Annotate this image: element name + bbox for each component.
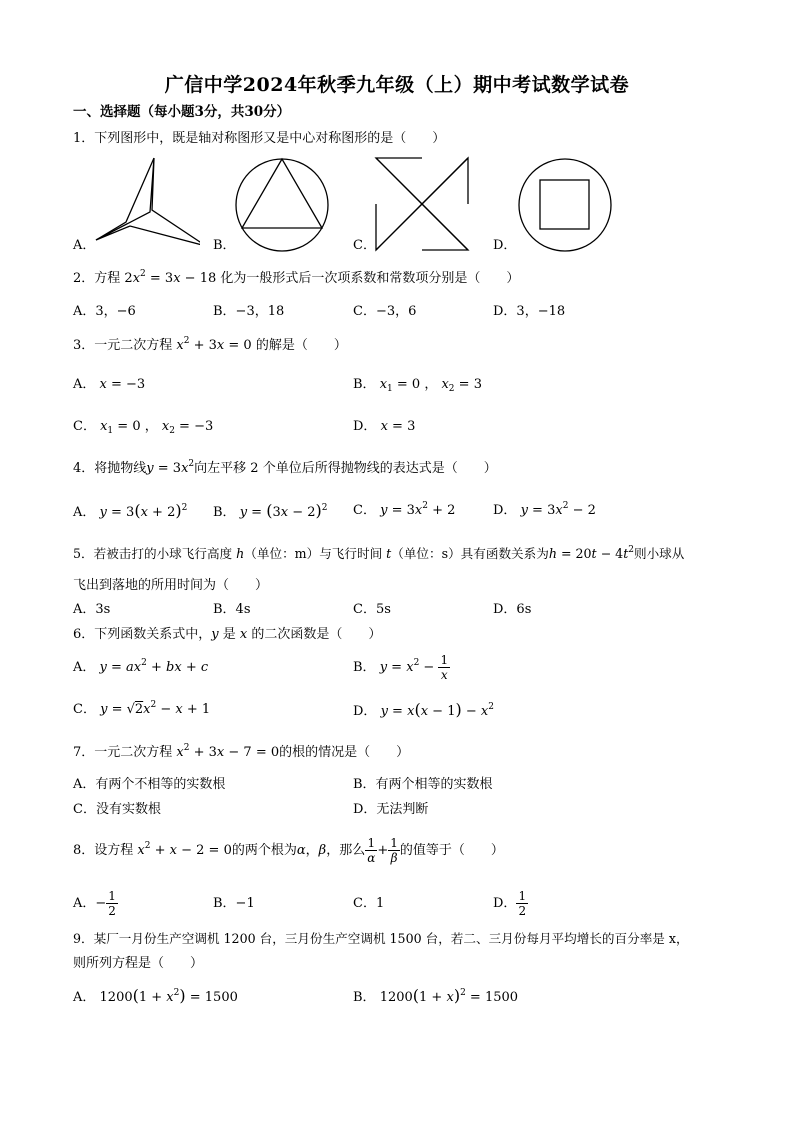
figure-c-pinwheel bbox=[374, 156, 470, 252]
q4-option-d-label: D． bbox=[493, 503, 517, 518]
q3-option-a[interactable]: A． x = −3 bbox=[73, 377, 146, 392]
q8-option-b[interactable]: B．−1 bbox=[213, 896, 255, 911]
q5-option-d[interactable]: D．6s bbox=[493, 602, 532, 617]
figure-a-tri-blade bbox=[90, 156, 200, 251]
q8-text-a: 8．设方程 bbox=[73, 843, 138, 858]
q9-stem-line2: 则所列方程是（ ） bbox=[73, 956, 204, 971]
q8-option-a-label: A． bbox=[73, 896, 96, 911]
q2-equation: $2x^2 = 3x - 18$ bbox=[124, 269, 221, 286]
q9-option-b-label: B． bbox=[353, 990, 376, 1005]
q6-b-fraction: $\frac{1}{x}$ bbox=[440, 653, 449, 682]
q7-equation: $x^2 + 3x - 7 = 0$ bbox=[176, 743, 280, 760]
q2-option-b[interactable]: B．−3，18 bbox=[213, 304, 285, 319]
figure-b-triangle-in-circle bbox=[232, 155, 332, 255]
q3-stem-text-b: 的解是（ ） bbox=[255, 338, 347, 353]
figure-d-square-in-circle bbox=[515, 155, 615, 255]
q7-stem bbox=[73, 745, 409, 761]
q9-option-a[interactable]: A． $1200(1 + x^2) = 1500$ bbox=[73, 986, 238, 1005]
q3-option-d[interactable]: D． x = 3 bbox=[353, 419, 416, 434]
q6-option-b[interactable]: B． $y = x^2$ − $\frac{1}{x}$ bbox=[353, 653, 449, 682]
q8-text-d: 的值等于（ ） bbox=[399, 843, 504, 858]
q4-stem-text-a: 4．将抛物线 bbox=[73, 461, 147, 476]
q1-option-a[interactable]: A． bbox=[73, 238, 96, 253]
q6-option-c-label: C． bbox=[73, 702, 96, 717]
q8-fraction-beta: $\frac{1}{\beta}$ bbox=[390, 836, 398, 865]
q5-stem-line2: 飞出到落地的所用时间为（ ） bbox=[73, 578, 269, 593]
q8-fraction-alpha: $\frac{1}{\alpha}$ bbox=[367, 836, 376, 865]
q3-option-c[interactable]: C． $x_1 = 0$ ， $x_2 = -3$ bbox=[73, 419, 214, 436]
q9-stem-line1: 9．某厂一月份生产空调机 1200 台，三月份生产空调机 1500 台，若二、三月份每月平均增长的百分率是 x， bbox=[73, 931, 689, 946]
q5-option-a[interactable]: A．3s bbox=[73, 602, 111, 617]
q4-stem-text-b: 向左平移 2 个单位后所得抛物线的表达式是（ ） bbox=[194, 461, 497, 476]
q5-equation: $h = 20t - 4t^2$ bbox=[548, 545, 634, 561]
q3-option-b-label: B． bbox=[353, 377, 376, 392]
q8-option-c[interactable]: C．1 bbox=[353, 896, 385, 911]
q9-option-b[interactable]: B． $1200(1 + x)^2 = 1500$ bbox=[353, 986, 519, 1005]
q3-option-a-label: A． bbox=[73, 377, 96, 392]
q2-option-d[interactable]: D．3，−18 bbox=[493, 304, 566, 319]
q1-option-d[interactable]: D． bbox=[493, 238, 517, 253]
q7-option-c[interactable]: C．没有实数根 bbox=[73, 802, 161, 817]
q3-stem bbox=[73, 338, 347, 354]
q3-stem-text-a: 3．一元二次方程 bbox=[73, 338, 177, 353]
q3-equation: $x^2 + 3x = 0$ bbox=[176, 336, 256, 353]
q1-option-b[interactable]: B． bbox=[213, 238, 236, 253]
q2-stem-text-b: 化为一般形式后一次项系数和常数项分别是（ ） bbox=[220, 271, 520, 286]
q4-option-b-label: B． bbox=[213, 505, 236, 520]
q3-option-d-label: D． bbox=[353, 419, 377, 434]
q7-option-b[interactable]: B．有两个相等的实数根 bbox=[353, 777, 493, 792]
q5-stem-line1: 5．若被击打的小球飞行高度 h（单位：m）与飞行时间 t（单位：s）具有函数关系为$h = 20t - 4t^2$则小球从 bbox=[73, 545, 685, 561]
q6-option-a-label: A． bbox=[73, 660, 96, 675]
q4-stem bbox=[73, 461, 497, 477]
q9-option-a-label: A． bbox=[73, 990, 96, 1005]
q6-stem: 6．下列函数关系式中，y 是 x 的二次函数是（ ） bbox=[73, 627, 382, 642]
q6-option-d[interactable]: D． $y = x(x - 1) - x^2$ bbox=[353, 700, 494, 719]
q3-option-b[interactable]: B． $x_1 = 0$ ， $x_2 = 3$ bbox=[353, 377, 482, 394]
q4-equation: $y = 3x^2$ bbox=[146, 459, 195, 476]
q4-option-d[interactable]: D． $y = 3x^2 - 2$ bbox=[493, 501, 596, 518]
q2-option-c[interactable]: C．−3，6 bbox=[353, 304, 417, 319]
q2-option-a[interactable]: A．3，−6 bbox=[73, 304, 136, 319]
section-heading: 一、选择题（每小题3分，共30分） bbox=[73, 104, 291, 120]
q8-d-fraction: $\frac{1}{2}$ bbox=[518, 889, 527, 918]
q8-text-c: ，那么 bbox=[326, 843, 366, 858]
page-title: 广信中学2024年秋季九年级（上）期中考试数学试卷 bbox=[164, 74, 630, 96]
q7-text-b: 的根的情况是（ ） bbox=[279, 745, 410, 760]
q6-option-b-label: B． bbox=[353, 660, 376, 675]
q6-text-c: 的二次函数是（ ） bbox=[247, 627, 382, 642]
q1-option-c[interactable]: C． bbox=[353, 238, 376, 253]
q7-text-a: 7．一元二次方程 bbox=[73, 745, 177, 760]
q8-option-d-label: D． bbox=[493, 896, 517, 911]
q8-equation: $x^2 + x - 2 = 0$ bbox=[137, 841, 232, 858]
q5-option-b[interactable]: B．4s bbox=[213, 602, 251, 617]
q4-option-a-label: A． bbox=[73, 505, 96, 520]
q2-stem bbox=[73, 271, 519, 287]
q1-stem: 1．下列图形中，既是轴对称图形又是中心对称图形的是（ ） bbox=[73, 131, 446, 146]
q8-option-d[interactable] bbox=[493, 887, 528, 921]
q5-text-a: 5．若被击打的小球飞行高度 bbox=[73, 546, 237, 561]
q5-text-b: （单位：m）与飞行时间 bbox=[244, 546, 387, 561]
q6-option-c[interactable]: C． $y = √2x^2 - x + 1$ bbox=[73, 700, 211, 717]
q4-option-c[interactable]: C． $y = 3x^2 + 2$ bbox=[353, 501, 456, 518]
q3-option-c-label: C． bbox=[73, 419, 96, 434]
q5-option-c[interactable]: C．5s bbox=[353, 602, 391, 617]
q6-text-b: 是 bbox=[218, 627, 240, 642]
q6-option-a[interactable]: A． $y = ax^2$ + bx + c bbox=[73, 658, 209, 675]
q6-text-a: 6．下列函数关系式中， bbox=[73, 627, 212, 642]
q4-option-b[interactable]: B． $y = (3x - 2)^2$ bbox=[213, 501, 328, 520]
q7-option-a[interactable]: A．有两个不相等的实数根 bbox=[73, 777, 226, 792]
q8-option-a[interactable]: A．− $\frac{1}{2}$ bbox=[73, 889, 116, 918]
q2-stem-text-a: 2．方程 bbox=[73, 271, 125, 286]
q8-text-b: 的两个根为 bbox=[231, 843, 297, 858]
q7-option-d[interactable]: D．无法判断 bbox=[353, 802, 429, 817]
q8-a-fraction: $\frac{1}{2}$ bbox=[108, 889, 116, 918]
q6-option-d-label: D． bbox=[353, 704, 377, 719]
q8-stem: 8．设方程 $x^2 + x - 2 = 0$的两个根为α，β，那么 $\frac{1}{\alpha}$ + $\frac{1}{\beta}$ 的值等于（ ） bbox=[73, 836, 504, 865]
q5-text-c: （单位：s）具有函数关系为 bbox=[391, 546, 549, 561]
q4-option-c-label: C． bbox=[353, 503, 376, 518]
q5-text-d: 则小球从 bbox=[633, 546, 685, 561]
q4-option-a[interactable]: A． $y = 3(x + 2)^2$ bbox=[73, 501, 188, 520]
